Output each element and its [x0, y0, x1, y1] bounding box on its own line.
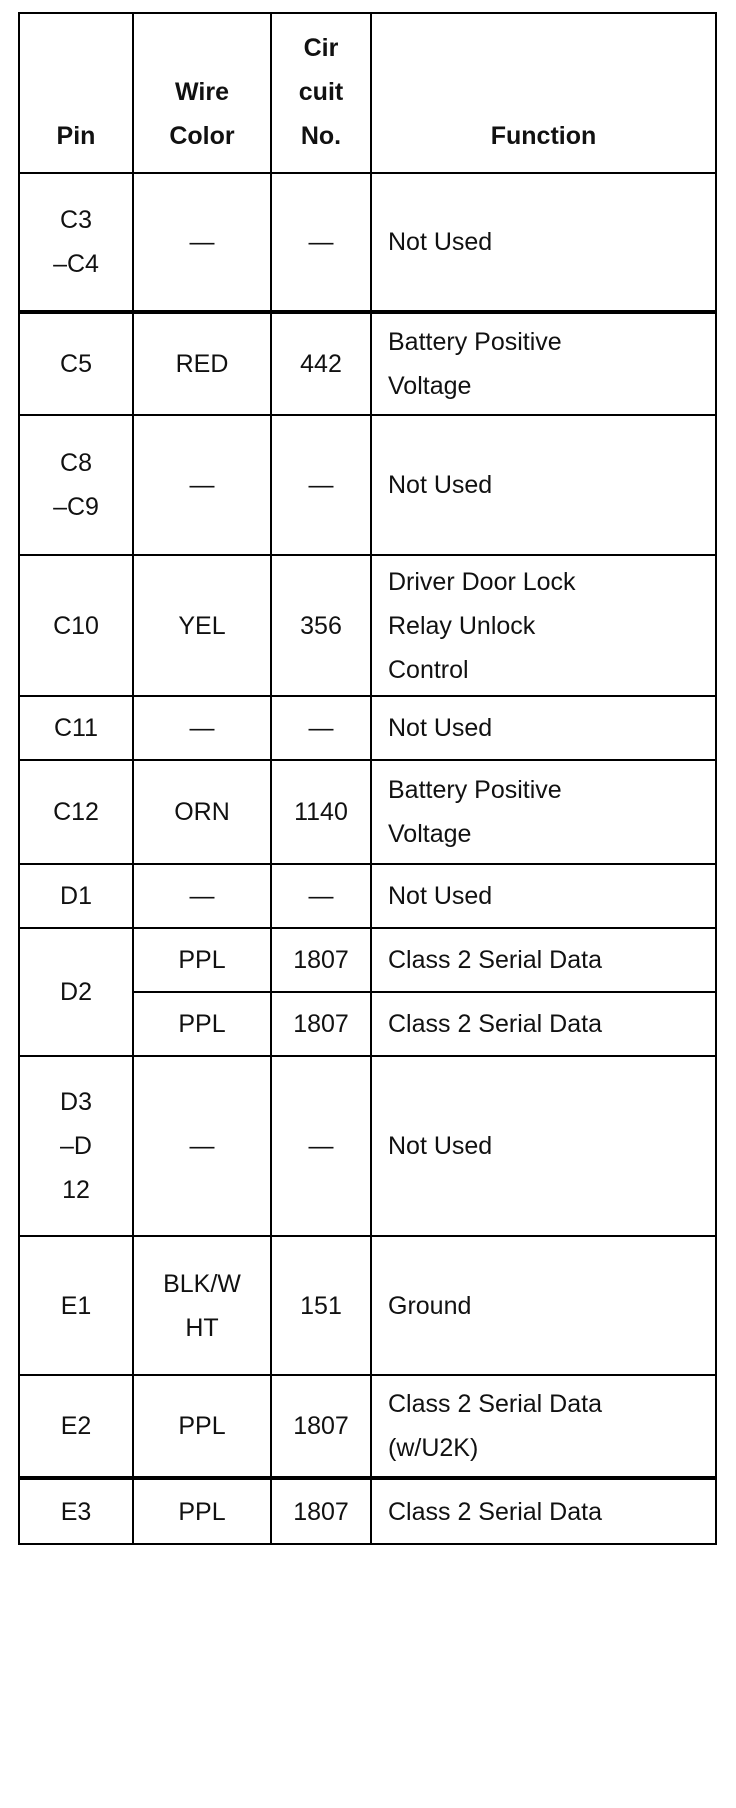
circuit-cell: 356 [271, 555, 371, 696]
circuit-cell: 1807 [271, 928, 371, 992]
header-row [19, 13, 716, 173]
table-row [19, 928, 716, 992]
pin-cell: E3 [19, 1478, 133, 1544]
wire-color-cell: PPL [133, 1478, 271, 1544]
circuit-cell: 442 [271, 312, 371, 415]
function-cell: Class 2 Serial Data (w/U2K) [371, 1375, 716, 1478]
table-row [19, 1478, 716, 1544]
function-cell: Class 2 Serial Data [371, 1478, 716, 1544]
table-row [19, 312, 716, 415]
circuit-cell: — [271, 864, 371, 928]
pin-cell: E1 [19, 1236, 133, 1375]
function-cell: Not Used [371, 415, 716, 555]
circuit-cell: 151 [271, 1236, 371, 1375]
table-row [19, 173, 716, 312]
pin-cell: C5 [19, 312, 133, 415]
function-cell: Not Used [371, 173, 716, 312]
pin-cell: C10 [19, 555, 133, 696]
pin-cell: C3 –C4 [19, 173, 133, 312]
function-cell: Battery Positive Voltage [371, 760, 716, 864]
circuit-cell: — [271, 415, 371, 555]
wire-color-cell: — [133, 864, 271, 928]
pinout-table [18, 12, 717, 1545]
table-row [19, 696, 716, 760]
wire-color-cell: ORN [133, 760, 271, 864]
table-row [19, 1375, 716, 1478]
circuit-cell: — [271, 696, 371, 760]
function-cell: Not Used [371, 1056, 716, 1236]
pin-cell: C12 [19, 760, 133, 864]
wire-color-cell: PPL [133, 992, 271, 1056]
pin-cell: D3 –D 12 [19, 1056, 133, 1236]
function-cell: Not Used [371, 696, 716, 760]
circuit-cell: — [271, 1056, 371, 1236]
pin-cell: D1 [19, 864, 133, 928]
circuit-cell: — [271, 173, 371, 312]
table-row [19, 555, 716, 696]
function-cell: Not Used [371, 864, 716, 928]
wire-color-cell: — [133, 1056, 271, 1236]
pin-cell: C11 [19, 696, 133, 760]
table-row [19, 1056, 716, 1236]
function-cell: Ground [371, 1236, 716, 1375]
wire-color-cell: YEL [133, 555, 271, 696]
table-row [19, 760, 716, 864]
wire-color-cell: — [133, 173, 271, 312]
wire-color-cell: — [133, 696, 271, 760]
wire-color-cell: BLK/W HT [133, 1236, 271, 1375]
pin-cell: C8 –C9 [19, 415, 133, 555]
function-cell: Driver Door Lock Relay Unlock Control [371, 555, 716, 696]
function-cell: Battery Positive Voltage [371, 312, 716, 415]
function-cell: Class 2 Serial Data [371, 992, 716, 1056]
header-function: Function [371, 13, 716, 173]
wire-color-cell: PPL [133, 1375, 271, 1478]
table-row [19, 415, 716, 555]
circuit-cell: 1807 [271, 1478, 371, 1544]
circuit-cell: 1807 [271, 1375, 371, 1478]
table-row [19, 864, 716, 928]
pin-cell: D2 [19, 928, 133, 1056]
wire-color-cell: RED [133, 312, 271, 415]
circuit-cell: 1807 [271, 992, 371, 1056]
pin-cell: E2 [19, 1375, 133, 1478]
wire-color-cell: — [133, 415, 271, 555]
wire-color-cell: PPL [133, 928, 271, 992]
header-wire-color: Wire Color [133, 13, 271, 173]
header-circuit-no: Cir cuit No. [271, 13, 371, 173]
function-cell: Class 2 Serial Data [371, 928, 716, 992]
header-pin: Pin [19, 13, 133, 173]
circuit-cell: 1140 [271, 760, 371, 864]
table-row [19, 1236, 716, 1375]
